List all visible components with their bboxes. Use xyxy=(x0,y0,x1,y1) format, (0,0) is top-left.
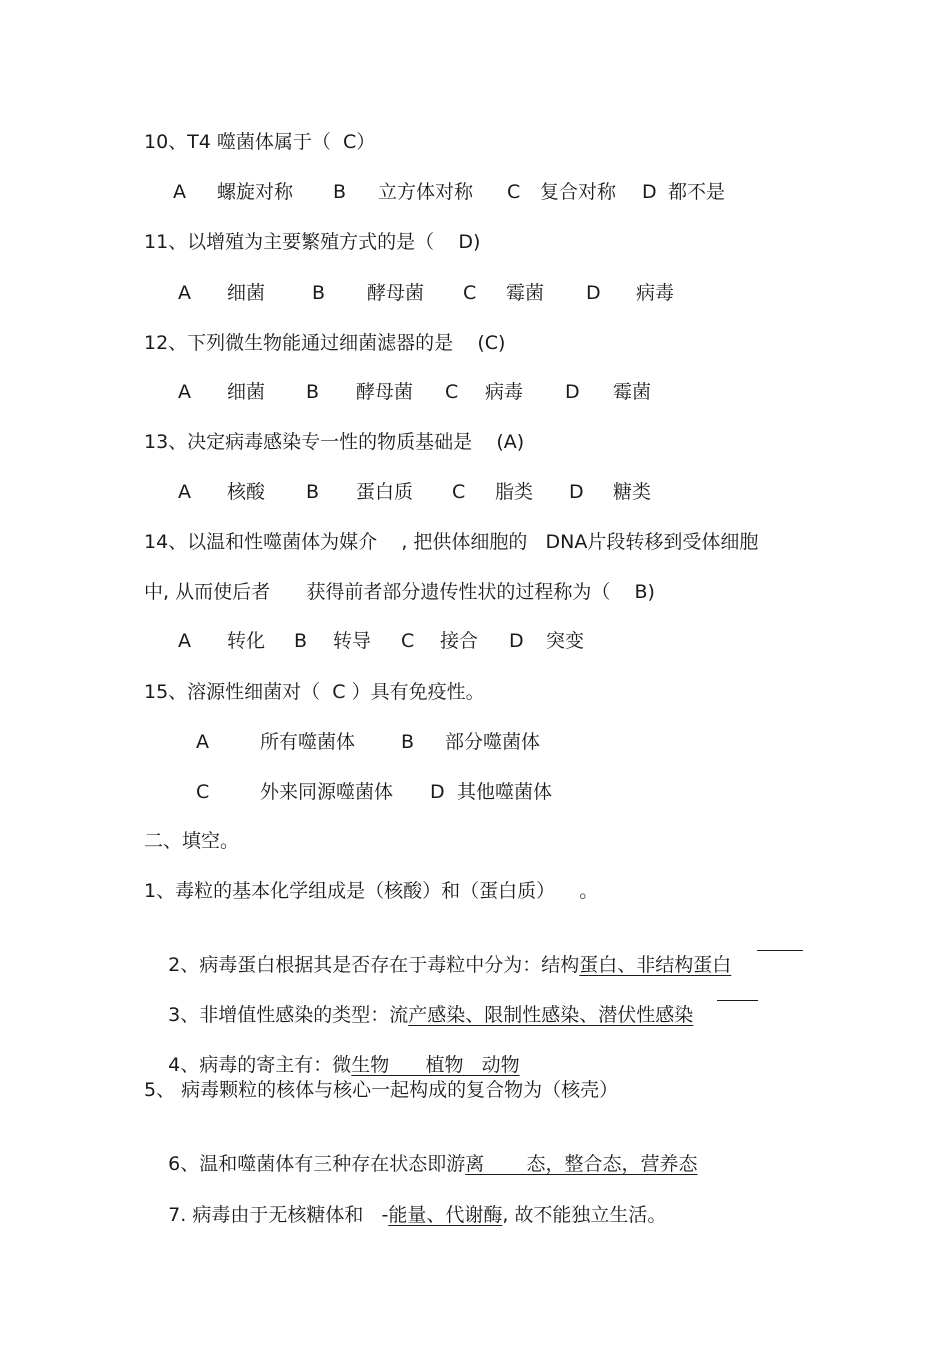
option-letter: B xyxy=(333,181,347,203)
option-text: 外来同源噬菌体 xyxy=(260,781,394,803)
option-letter: D xyxy=(642,181,657,203)
option-text: 细菌 xyxy=(227,381,266,403)
option-letter: A xyxy=(173,181,186,203)
option-text: 其他噬菌体 xyxy=(457,781,553,803)
option-text: 病毒 xyxy=(485,381,524,403)
fill-heading: 二、填空。 xyxy=(144,830,240,852)
option-text: 病毒 xyxy=(636,282,675,304)
option-letter: D xyxy=(586,282,601,304)
fill-item-7 xyxy=(144,1179,666,1251)
option-text: 转导 xyxy=(333,630,372,652)
option-letter: B xyxy=(401,731,415,753)
option-letter: D xyxy=(509,630,524,652)
option-text: 复合对称 xyxy=(540,181,617,203)
option-text: 细菌 xyxy=(227,282,266,304)
fill-item-5: 5、 病毒颗粒的核体与核心一起构成的复合物为（核壳） xyxy=(144,1079,619,1101)
option-letter: D xyxy=(565,381,580,403)
option-letter: D xyxy=(569,481,584,503)
option-letter: A xyxy=(178,481,191,503)
option-text: 部分噬菌体 xyxy=(445,731,541,753)
question-10-stem: 10、T4 噬菌体属于（ C） xyxy=(144,131,376,153)
option-text: 都不是 xyxy=(668,181,726,203)
option-letter: B xyxy=(312,282,326,304)
question-13-stem: 13、决定病毒感染专一性的物质基础是 (A) xyxy=(144,431,525,453)
option-letter: B xyxy=(306,481,320,503)
option-text: 核酸 xyxy=(227,481,266,503)
fill-item-4-prefix: 4、病毒的寄主有：微 xyxy=(168,1054,352,1076)
option-letter: C xyxy=(401,630,415,652)
question-15-stem: 15、溶源性细菌对（ C ）具有免疫性。 xyxy=(144,681,485,703)
option-text: 立方体对称 xyxy=(378,181,474,203)
option-text: 所有噬菌体 xyxy=(260,731,356,753)
option-letter: B xyxy=(294,630,308,652)
fill-item-7-prefix: 7. 病毒由于无核糖体和 - xyxy=(168,1204,389,1226)
option-letter: C xyxy=(445,381,459,403)
fill-item-1: 1、毒粒的基本化学组成是（核酸）和（蛋白质） 。 xyxy=(144,880,599,902)
option-text: 脂类 xyxy=(495,481,534,503)
option-letter: A xyxy=(196,731,209,753)
question-14-stem-line2: 中, 从而使后者 获得前者部分遗传性状的过程称为（ B) xyxy=(144,581,655,603)
option-letter: C xyxy=(507,181,521,203)
option-text: 霉菌 xyxy=(613,381,652,403)
question-11-stem: 11、以增殖为主要繁殖方式的是（ D) xyxy=(144,231,481,253)
fill-item-2-prefix: 2、病毒蛋白根据其是否存在于毒粒中分为：结构 xyxy=(168,954,580,976)
question-14-stem-line1: 14、以温和性噬菌体为媒介 , 把供体细胞的 DNA片段转移到受体细胞 xyxy=(144,531,759,553)
option-letter: C xyxy=(463,282,477,304)
fill-item-3-prefix: 3、非增值性感染的类型：流 xyxy=(168,1004,409,1026)
fill-item-3-answer: 产感染、限制性感染、潜伏性感染 xyxy=(408,1004,694,1026)
option-text: 突变 xyxy=(546,630,585,652)
fill-item-7-answer: 能量、代谢酶 xyxy=(388,1204,503,1226)
fill-item-6-prefix: 6、温和噬菌体有三种存在状态即游 xyxy=(168,1153,466,1175)
blank-underline xyxy=(757,950,803,951)
fill-item-6-answer: 离 态，整合态，营养态 xyxy=(465,1153,698,1175)
option-text: 糖类 xyxy=(613,481,652,503)
option-letter: A xyxy=(178,381,191,403)
option-text: 螺旋对称 xyxy=(217,181,294,203)
option-letter: D xyxy=(430,781,445,803)
option-letter: A xyxy=(178,282,191,304)
fill-item-4-answer: 生物 植物 动物 xyxy=(351,1054,520,1076)
option-text: 酵母菌 xyxy=(367,282,425,304)
option-text: 接合 xyxy=(440,630,479,652)
option-letter: B xyxy=(306,381,320,403)
option-letter: C xyxy=(452,481,466,503)
fill-item-7-suffix: , 故不能独立生活。 xyxy=(502,1204,667,1226)
question-12-stem: 12、下列微生物能通过细菌滤器的是 (C) xyxy=(144,332,506,354)
option-letter: A xyxy=(178,630,191,652)
fill-item-2-answer: 蛋白、非结构蛋白 xyxy=(579,954,732,976)
option-text: 霉菌 xyxy=(506,282,545,304)
blank-underline xyxy=(717,1000,758,1001)
option-text: 酵母菌 xyxy=(356,381,414,403)
option-text: 蛋白质 xyxy=(356,481,414,503)
option-text: 转化 xyxy=(227,630,266,652)
option-letter: C xyxy=(196,781,210,803)
